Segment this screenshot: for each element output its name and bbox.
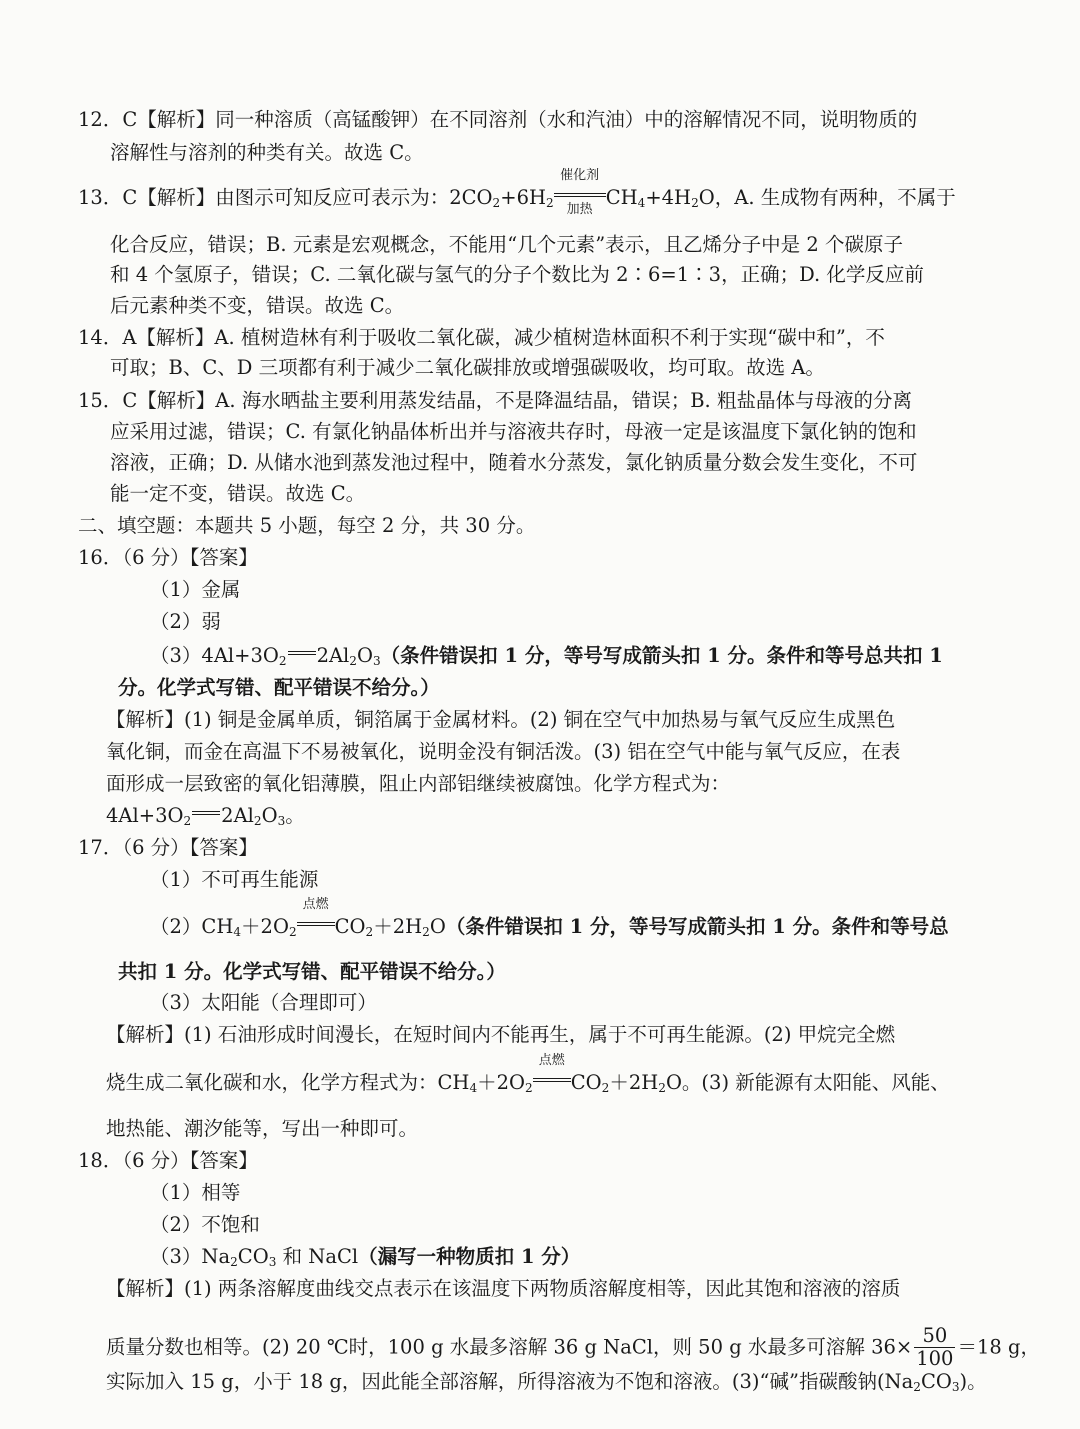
q18-explanation-3: 实际加入 15 g，小于 18 g，因此能全部溶解，所得溶液为不饱和溶液。(3)“碱”指碳酸钠$(Na_2CO_3)$。 (106, 1370, 987, 1395)
q16-answer-3: $(3)4Al+3O_2$ $2Al_2O_3$（条件错误扣 1 分，等号写成箭头扣 1 分。条件和等号总共扣 1 (150, 644, 943, 669)
q15-line-3: 溶液，正确；D. 从储水池到蒸发池过程中，随着水分蒸发，氯化钠质量分数会发生变化，不可 (110, 451, 918, 474)
q17-explanation-2: 烧生成二氧化碳和水，化学方程式为：$CH_4+2O_2$ 点燃 $CO_2+2H_2O$。(3) 新能源有太阳能、风能、 (106, 1053, 950, 1096)
ignition-condition: 点燃 (297, 917, 335, 937)
q18-answer-3: $(3)Na_2CO_3$ 和 NaCl（漏写一种物质扣 1 分） (150, 1245, 581, 1270)
q17-explanation-3: 地热能、潮汐能等，写出一种即可。 (106, 1117, 419, 1140)
section-2-heading: 二、填空题：本题共 5 小题，每空 2 分，共 30 分。 (78, 514, 536, 537)
q17-answer-2: $(2)CH_4+2O_2$ 点燃 $CO_2+2H_2O$（条件错误扣 1 分，等号写成箭头扣 1 分。条件和等号总 (150, 897, 949, 940)
heating-label: 加热 (566, 202, 593, 217)
q16-scoring-note: （条件错误扣 1 分，等号写成箭头扣 1 分。条件和等号总共扣 1 (380, 644, 943, 667)
q14-line-1: 14．A【解析】A. 植树造林有利于吸收二氧化碳，减少植树造林面积不利于实现“碳中和”，不 (78, 326, 885, 349)
mass-fraction: $\frac{50}{100}$ (916, 1324, 954, 1371)
reaction-condition (554, 168, 606, 217)
q13-line-3: 和 4 个氢原子，错误；C. 二氧化碳与氢气的分子个数比为 2∶6=1∶3，正确；D. 化学反应前 (110, 263, 924, 286)
q16-answer-2: （2）弱 (150, 610, 221, 633)
q17-scoring-note: （条件错误扣 1 分，等号写成箭头扣 1 分。条件和等号总 (445, 915, 949, 938)
q17-explanation-1: 【解析】(1) 石油形成时间漫长，在短时间内不能再生，属于不可再生能源。(2) 甲烷完全燃 (106, 1023, 896, 1046)
q16-equation: $4Al+3O_2$ $2Al_2O_3$。 (106, 804, 305, 829)
q18-header: 18．（6 分）【答案】 (78, 1149, 258, 1172)
q16-header: 16．（6 分）【答案】 (78, 546, 258, 569)
q14-line-2: 可取；B、C、D 三项都有利于减少二氧化碳排放或增强碳吸收，均可取。故选 A。 (110, 356, 825, 379)
q18-answer-1: （1）相等 (150, 1181, 241, 1204)
q15-line-2: 应采用过滤，错误；C. 有氯化钠晶体析出并与溶液共存时，母液一定是该温度下氯化钠的饱和 (110, 420, 917, 443)
q15-line-4: 能一定不变，错误。故选 C。 (110, 482, 366, 505)
q18-scoring-note: （漏写一种物质扣 1 分） (358, 1245, 581, 1268)
q18-explanation-2: 质量分数也相等。(2) 20 ℃时，100 g 水最多溶解 36 g NaCl，则 50 g 水最多可溶解 36× $\frac{50}{100}$ ＝18 g， (106, 1324, 1040, 1371)
q12-line-1: 12．C【解析】同一种溶质（高锰酸钾）在不同溶剂（水和汽油）中的溶解情况不同，说明物质的 (78, 108, 918, 131)
q16-scoring-note-2: 分。化学式写错、配平错误不给分。） (118, 676, 440, 699)
q16-explanation-1: 【解析】(1) 铜是金属单质，铜箔属于金属材料。(2) 铜在空气中加热易与氧气反应生成黑色 (106, 708, 896, 731)
q12-line-2: 溶解性与溶剂的种类有关。故选 C。 (110, 141, 424, 164)
q18-answer-2: （2）不饱和 (150, 1213, 260, 1236)
q16-answer-1: （1）金属 (150, 578, 241, 601)
q17-scoring-note-2: 共扣 1 分。化学式写错、配平错误不给分。） (118, 960, 506, 983)
q13-line-4: 后元素种类不变，错误。故选 C。 (110, 294, 405, 317)
q16-explanation-2: 氧化铜，而金在高温下不易被氧化，说明金没有铜活泼。(3) 铝在空气中能与氧气反应，在表 (106, 740, 901, 763)
q13-line-1: 13．C【解析】由图示可知反应可表示为：$2CO_2+6H_2$ 催化剂 加热 $CH_4+4H_2O$，A. 生成物有两种，不属于 (78, 168, 956, 217)
catalyst-label: 催化剂 (560, 168, 600, 183)
q17-header: 17．（6 分）【答案】 (78, 836, 258, 859)
q13-line-2: 化合反应，错误；B. 元素是宏观概念，不能用“几个元素”表示，且乙烯分子中是 2 个碳原子 (110, 233, 903, 256)
q15-line-1: 15．C【解析】A. 海水晒盐主要利用蒸发结晶，不是降温结晶，错误；B. 粗盐晶体与母液的分离 (78, 389, 912, 412)
q17-answer-1: （1）不可再生能源 (150, 868, 319, 891)
q17-answer-3: （3）太阳能（合理即可） (150, 991, 377, 1014)
q18-explanation-1: 【解析】(1) 两条溶解度曲线交点表示在该温度下两物质溶解度相等，因此其饱和溶液的溶质 (106, 1277, 901, 1300)
ignition-condition-2: 点燃 (533, 1073, 571, 1093)
q16-explanation-3: 面形成一层致密的氧化铝薄膜，阻止内部铝继续被腐蚀。化学方程式为： (106, 772, 731, 795)
